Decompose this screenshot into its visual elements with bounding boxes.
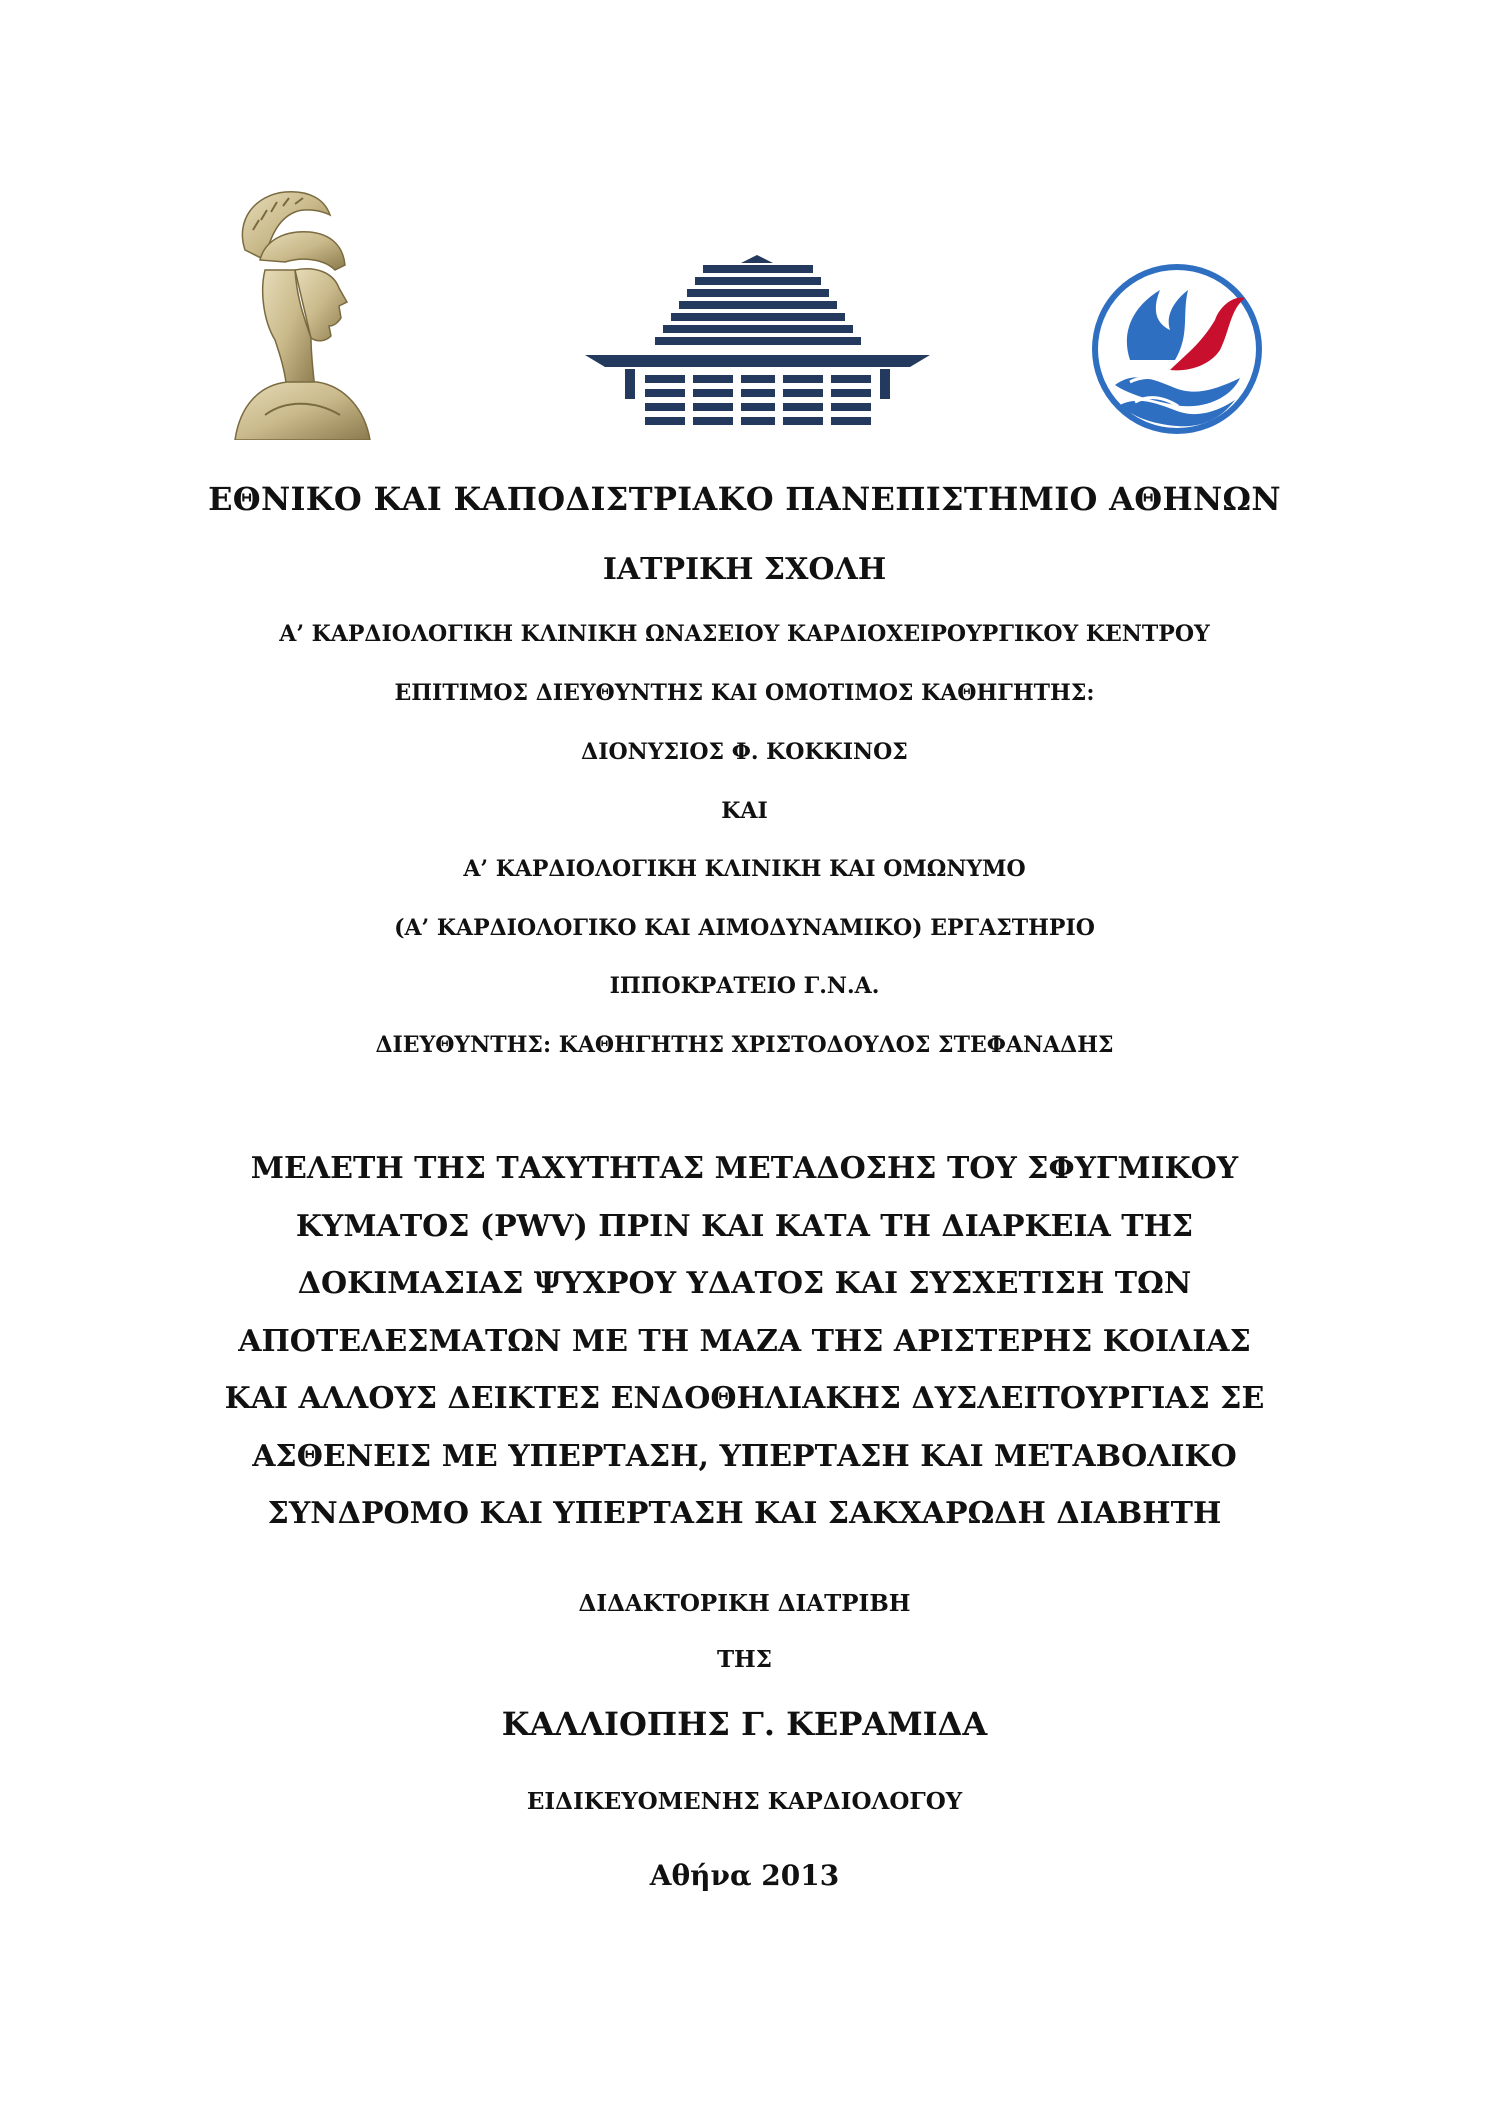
author-specialty: ΕΙΔΙΚΕΥΟΜΕΝΗΣ ΚΑΡΔΙΟΛΟΓΟΥ bbox=[526, 1788, 963, 1815]
honorary-director-label: ΕΠΙΤΙΜΟΣ ΔΙΕΥΘΥΝΤΗΣ ΚΑΙ ΟΜΟΤΙΜΟΣ ΚΑΘΗΓΗΤΗΣ: bbox=[394, 680, 1095, 706]
title-line: ΣΥΝΔΡΟΜΟ ΚΑΙ ΥΠΕΡΤΑΣΗ ΚΑΙ ΣΑΚΧΑΡΩΔΗ ΔΙΑΒΗΤΗ bbox=[267, 1496, 1222, 1531]
title-line: ΑΠΟΤΕΛΕΣΜΑΤΩΝ ΜΕ ΤΗ ΜΑΖΑ ΤΗΣ ΑΡΙΣΤΕΡΗΣ ΚΟΙΛΙΑΣ bbox=[238, 1323, 1251, 1359]
title-line: ΚΑΙ ΑΛΛΟΥΣ ΔΕΙΚΤΕΣ ΕΝΔΟΘΗΛΙΑΚΗΣ ΔΥΣΛΕΙΤΟΥΡΓΙΑΣ ΣΕ bbox=[224, 1381, 1265, 1416]
title-line: ΔΟΚΙΜΑΣΙΑΣ ΨΥΧΡΟΥ ΥΔΑΤΟΣ ΚΑΙ ΣΥΣΧΕΤΙΣΗ ΤΩΝ bbox=[297, 1266, 1192, 1301]
title-line: ΑΣΘΕΝΕΙΣ ΜΕ ΥΠΕΡΤΑΣΗ, ΥΠΕΡΤΑΣΗ ΚΑΙ ΜΕΤΑΒΟΛΙΚΟ bbox=[252, 1438, 1237, 1474]
logo-row bbox=[0, 180, 1489, 450]
clinic-onassis: Α’ ΚΑΡΔΙΟΛΟΓΙΚΗ ΚΛΙΝΙΚΗ ΩΝΑΣΕΙΟΥ ΚΑΡΔΙΟΧΕΙΡΟΥΡΓΙΚΟΥ ΚΕΝΤΡΟΥ bbox=[279, 621, 1210, 647]
building-icon bbox=[585, 255, 930, 435]
place-year: Αθήνα 2013 bbox=[649, 1859, 840, 1892]
athena-head-icon bbox=[225, 190, 375, 440]
director-line: ΔΙΕΥΘΥΝΤΗΣ: ΚΑΘΗΓΗΤΗΣ ΧΡΙΣΤΟΔΟΥΛΟΣ ΣΤΕΦΑΝΑΔΗΣ bbox=[375, 1032, 1114, 1058]
honorary-director-name: ΔΙΟΝΥΣΙΟΣ Φ. ΚΟΚΚΙΝΟΣ bbox=[581, 739, 908, 765]
flame-wave-icon bbox=[1090, 260, 1265, 438]
hospital-name: ΙΠΠΟΚΡΑΤΕΙΟ Γ.Ν.Α. bbox=[609, 973, 880, 999]
title-line: ΜΕΛΕΤΗ ΤΗΣ ΤΑΧΥΤΗΤΑΣ ΜΕΤΑΔΟΣΗΣ ΤΟΥ ΣΦΥΓΜΙΚΟΥ bbox=[250, 1151, 1239, 1186]
of-label: ΤΗΣ bbox=[716, 1646, 773, 1673]
university-name: ΕΘΝΙΚΟ ΚΑΙ ΚΑΠΟΔΙΣΤΡΙΑΚΟ ΠΑΝΕΠΙΣΤΗΜΙΟ ΑΘΗΝΩΝ bbox=[208, 480, 1281, 518]
thesis-title bbox=[0, 1152, 1489, 1555]
thesis-label: ΔΙΔΑΚΤΟΡΙΚΗ ΔΙΑΤΡΙΒΗ bbox=[578, 1590, 911, 1617]
clinic-hippokrateio: Α’ ΚΑΡΔΙΟΛΟΓΙΚΗ ΚΛΙΝΙΚΗ ΚΑΙ ΟΜΩΝΥΜΟ bbox=[463, 856, 1026, 882]
flame-wave-logo bbox=[1090, 260, 1265, 438]
conjunction-and: ΚΑΙ bbox=[721, 798, 768, 824]
author-name: ΚΑΛΛΙΟΠΗΣ Γ. ΚΕΡΑΜΙΔΑ bbox=[501, 1705, 988, 1743]
title-line: ΚΥΜΑΤΟΣ (PWV) ΠΡΙΝ ΚΑΙ ΚΑΤΑ ΤΗ ΔΙΑΡΚΕΙΑ ΤΗΣ bbox=[295, 1208, 1194, 1244]
athena-head-logo bbox=[225, 190, 375, 440]
laboratory-name: (Α’ ΚΑΡΔΙΟΛΟΓΙΚΟ ΚΑΙ ΑΙΜΟΔΥΝΑΜΙΚΟ) ΕΡΓΑΣΤΗΡΙΟ bbox=[394, 915, 1095, 941]
onassis-building-logo bbox=[585, 255, 930, 435]
school-name: ΙΑΤΡΙΚΗ ΣΧΟΛΗ bbox=[602, 552, 887, 587]
